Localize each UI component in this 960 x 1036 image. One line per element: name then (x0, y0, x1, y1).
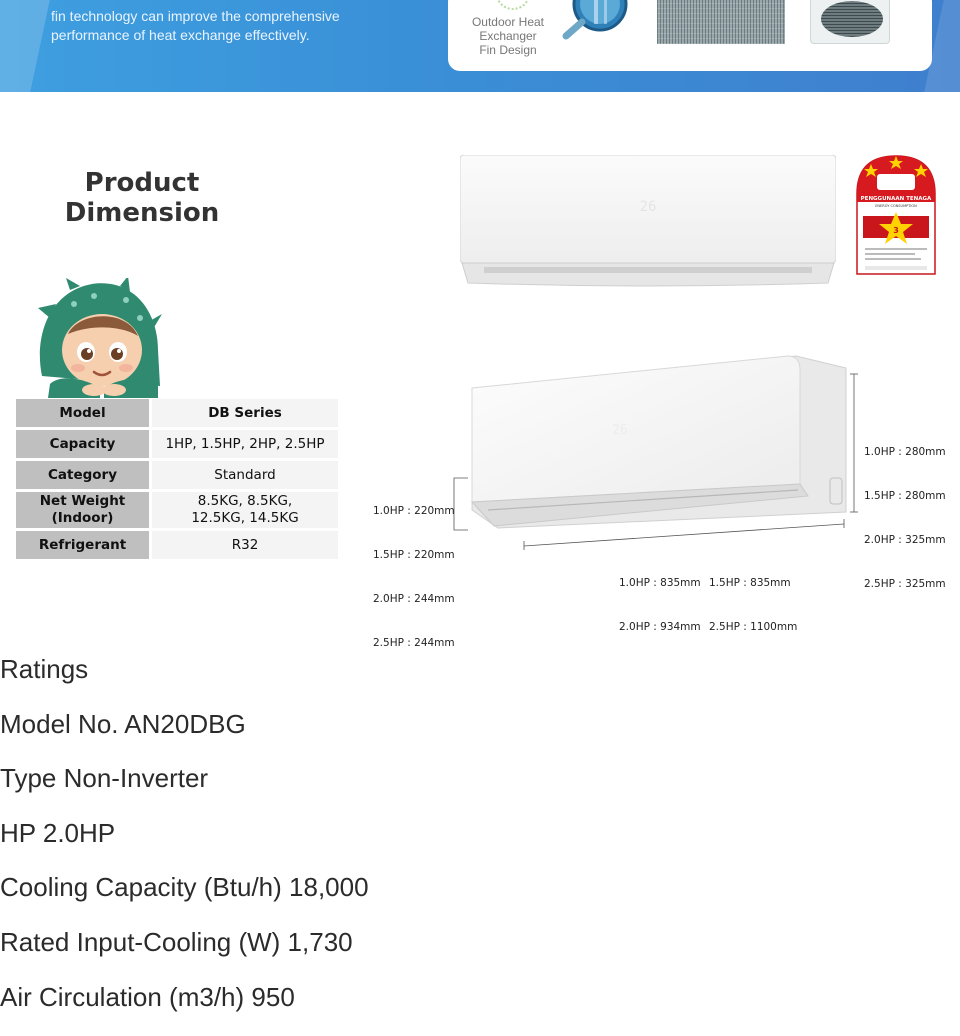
spec-table (16, 396, 338, 562)
dimension-label: 2.0HP : 325mm (864, 533, 946, 546)
rating-item: Air Circulation (m3/h) 950 (0, 981, 295, 1012)
table-key: Model (16, 399, 149, 427)
table-value (149, 492, 338, 528)
banner-decoration (0, 0, 50, 92)
table-value-line: 8.5KG, 8.5KG, (197, 493, 293, 509)
ratings-heading: Ratings (0, 654, 89, 684)
table-row (16, 430, 338, 458)
table-row (16, 531, 338, 559)
energy-label-heading: PENGGUNAAN TENAGA (860, 196, 932, 202)
banner-description (51, 4, 411, 45)
title-line: Product (84, 168, 200, 198)
energy-label-subheading: ENERGY CONSUMPTION (875, 204, 917, 208)
energy-rating-label-image (855, 154, 937, 276)
dimension-label: 2.5HP : 325mm (864, 577, 946, 590)
ac-front-view-image (460, 155, 836, 287)
mascot-character-image (30, 278, 170, 400)
dimension-label: 2.0HP : 244mm (373, 592, 455, 605)
energy-star-rating: 3 (893, 226, 899, 235)
outdoor-unit-photo (810, 0, 890, 44)
dimension-label: 1.0HP : 280mm (864, 446, 946, 459)
table-row (16, 399, 338, 427)
table-row (16, 461, 338, 489)
table-key-line: (Indoor) (51, 510, 114, 526)
table-value: Standard (149, 461, 338, 489)
dimension-label: 2.5HP : 1100mm (709, 620, 798, 633)
feature-banner (0, 0, 960, 92)
width-dimensions (619, 547, 799, 649)
dimension-label: 2.5HP : 244mm (373, 636, 455, 649)
rating-item: Type Non-Inverter (0, 763, 209, 794)
table-value-line: 12.5KG, 14.5KG (191, 510, 299, 526)
ratings-section (0, 654, 960, 1036)
heat-exchanger-photo (657, 0, 785, 44)
depth-dimensions (373, 475, 455, 665)
dimension-label: 1.5HP : 835mm (709, 577, 791, 590)
dimension-label: 2.0HP : 934mm (619, 620, 701, 633)
banner-text-line: fin technology can improve the comprehensive (51, 8, 340, 24)
fin-design-caption: Outdoor Heat Exchanger Fin Design (471, 15, 545, 57)
banner-text-cut-line (51, 0, 411, 7)
dimension-label: 1.5HP : 220mm (373, 548, 455, 561)
table-value: DB Series (149, 399, 338, 427)
table-key: Category (16, 461, 149, 489)
table-key: Refrigerant (16, 531, 149, 559)
dimension-label: 1.0HP : 220mm (373, 505, 455, 518)
title-line: Dimension (64, 198, 220, 228)
dimension-label: 1.0HP : 835mm (619, 577, 701, 590)
rating-item: Model No. AN20DBG (0, 708, 246, 739)
table-key (16, 492, 149, 528)
banner-text-line: performance of heat exchange effectively. (51, 27, 310, 43)
height-dimensions (864, 416, 946, 606)
rating-item: HP 2.0HP (0, 817, 116, 848)
magnifier-icon (560, 0, 636, 40)
table-value: 1HP, 1.5HP, 2HP, 2.5HP (149, 430, 338, 458)
table-key: Capacity (16, 430, 149, 458)
display-digits: 26 (639, 199, 657, 215)
table-key-line: Net Weight (39, 493, 126, 509)
dimension-label: 1.5HP : 280mm (864, 489, 946, 502)
rating-item: Rated Input-Cooling (W) 1,730 (0, 926, 353, 957)
product-dimension-title (40, 168, 244, 228)
table-value: R32 (149, 531, 338, 559)
table-row (16, 492, 338, 528)
display-digits: 26 (612, 423, 628, 438)
rating-item: Cooling Capacity (Btu/h) 18,000 (0, 872, 369, 903)
